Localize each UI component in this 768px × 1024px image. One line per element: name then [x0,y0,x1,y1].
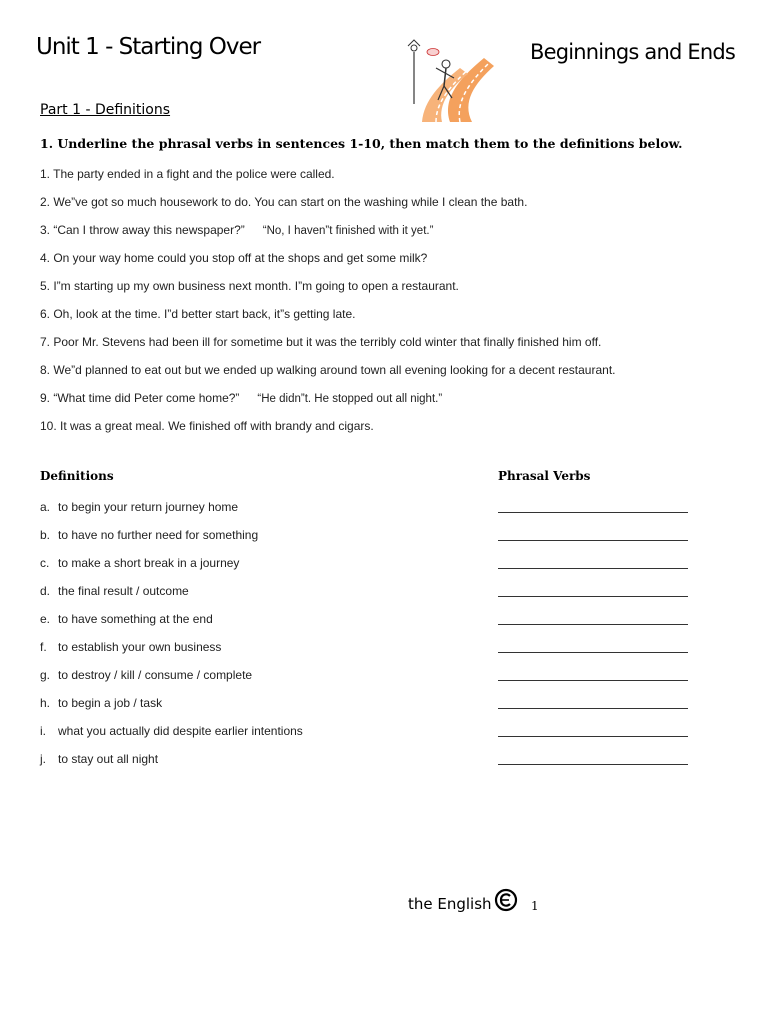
definition-letter: e. [40,612,51,626]
brand-logo-icon [494,888,518,912]
sentence-item [40,335,601,349]
sentence-item [40,223,433,237]
definition-text: to begin your return journey home [58,500,239,514]
sentence-item [40,167,335,181]
sentence-text: 7. Poor Mr. Stevens had been ill for sometime but it was the terribly cold winter that finally finished him off. [40,335,602,349]
definition-text: to establish your own business [58,640,222,654]
sentence-text: 3. “Can I throw away this newspaper?” [40,223,245,237]
sentence-item [40,391,442,405]
answer-blank[interactable] [498,568,688,569]
answer-blank[interactable] [498,540,688,541]
sentence-text: 6. Oh, look at the time. I”d better start back, it”s getting late. [40,307,356,321]
definition-row [40,668,700,684]
definition-letter: c. [40,556,50,570]
definition-letter: j. [40,752,46,766]
answer-blank[interactable] [498,764,688,765]
definition-row [40,500,700,516]
page-number: 1 [531,899,539,913]
definition-row [40,752,700,768]
part-title: Part 1 - Definitions [40,102,171,118]
definition-letter: h. [40,696,51,710]
definition-row [40,612,700,628]
definition-row [40,584,700,600]
definition-letter: d. [40,584,51,598]
definition-text: to make a short break in a journey [58,556,240,570]
definition-letter: a. [40,500,51,514]
sentence-reply: “No, I haven”t finished with it yet.” [262,225,434,237]
sentence-item [40,251,427,265]
definition-text: to begin a job / task [58,696,163,710]
sentence-item [40,279,459,293]
answer-blank[interactable] [498,680,688,681]
definitions-heading: Definitions [40,469,114,483]
definition-text: what you actually did despite earlier intentions [58,724,303,738]
sentence-text: 8. We”d planned to eat out but we ended up walking around town all evening looking for a decent restaurant. [40,363,616,377]
sentence-item [40,195,527,209]
instruction: 1. Underline the phrasal verbs in sentences 1-10, then match them to the definitions below. [40,136,683,151]
sentence-reply: “He didn”t. He stopped out all night.” [257,393,443,405]
definition-letter: g. [40,668,51,682]
definition-letter: i. [40,724,46,738]
answer-blank[interactable] [498,708,688,709]
definition-row [40,556,700,572]
answer-blank[interactable] [498,624,688,625]
definition-text: to have something at the end [58,612,213,626]
definition-text: to stay out all night [58,752,159,766]
definition-text: the final result / outcome [58,584,189,598]
definition-text: to have no further need for something [58,528,259,542]
answer-blank[interactable] [498,736,688,737]
definition-row [40,696,700,712]
footer-brand-text: the English [408,895,492,913]
definition-row [40,528,700,544]
definition-letter: b. [40,528,51,542]
sentence-text: 9. “What time did Peter come home?” [40,391,240,405]
answer-blank[interactable] [498,512,688,513]
race-track-illustration [402,38,494,122]
unit-title: Unit 1 - Starting Over [36,34,261,60]
sentence-text: 2. We”ve got so much housework to do. You can start on the washing while I clean the bath. [40,195,528,209]
sentence-item [40,307,355,321]
sentence-text: 1. The party ended in a fight and the police were called. [40,167,335,181]
answer-blank[interactable] [498,652,688,653]
definition-letter: f. [40,640,47,654]
definition-text: to destroy / kill / consume / complete [58,668,253,682]
right-title: Beginnings and Ends [530,40,736,64]
answer-blank[interactable] [498,596,688,597]
definition-row [40,640,700,656]
sentence-text: 10. It was a great meal. We finished off with brandy and cigars. [40,419,374,433]
sentence-text: 4. On your way home could you stop off at the shops and get some milk? [40,251,428,265]
definition-row [40,724,700,740]
phrasal-verbs-heading: Phrasal Verbs [498,469,591,483]
sentence-item [40,419,374,433]
sentence-item [40,363,616,377]
sentence-text: 5. I”m starting up my own business next month. I”m going to open a restaurant. [40,279,459,293]
